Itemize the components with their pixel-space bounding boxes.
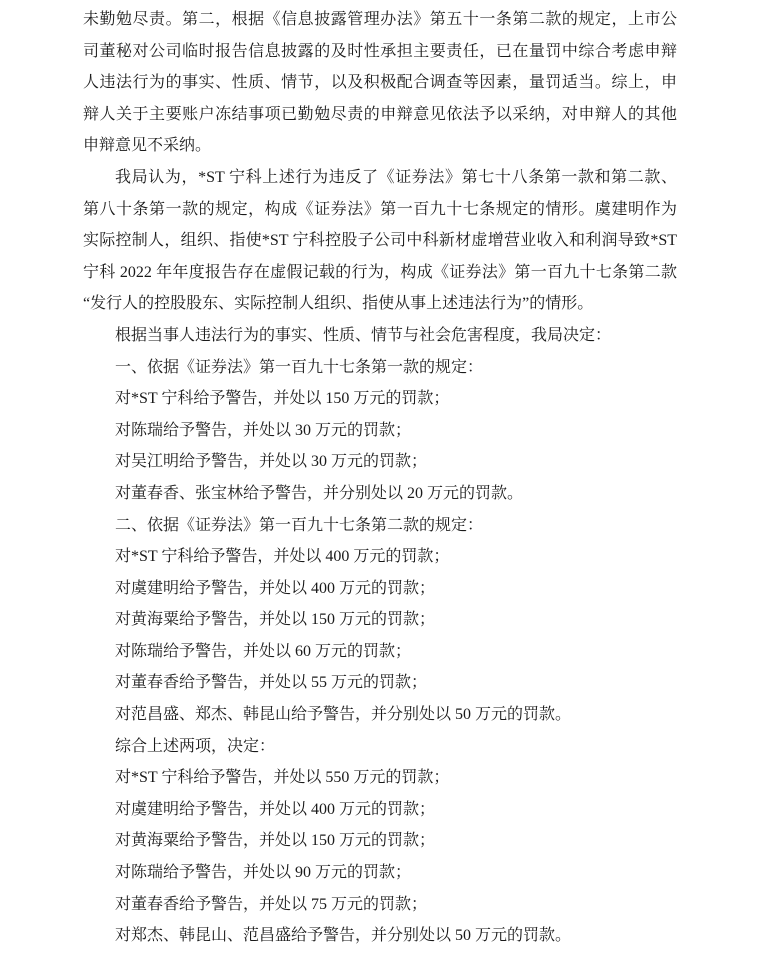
text-line: 司董秘对公司临时报告信息披露的及时性承担主要责任，已在量罚中综合考虑申辩 (83, 42, 677, 60)
text-line: 第八十条第一款的规定，构成《证券法》第一百九十七条规定的情形。虞建明作为 (83, 200, 677, 218)
paragraph (83, 731, 677, 763)
text-line: 对陈瑞给予警告，并处以 30 万元的罚款； (115, 421, 412, 439)
paragraph (83, 446, 677, 478)
text-line: 宁科 2022 年年度报告存在虚假记载的行为，构成《证券法》第一百九十七条第二款 (83, 263, 677, 281)
paragraph (83, 825, 677, 857)
paragraph (83, 794, 677, 826)
text-line: 对黄海粟给予警告，并处以 150 万元的罚款； (115, 611, 436, 629)
paragraph (83, 699, 677, 731)
document-body (83, 4, 677, 952)
text-line: 对黄海粟给予警告，并处以 150 万元的罚款； (115, 832, 436, 850)
text-line: 对陈瑞给予警告，并处以 60 万元的罚款； (115, 642, 412, 660)
text-line: 综合上述两项，决定： (115, 737, 276, 755)
text-line: 对*ST 宁科给予警告，并处以 550 万元的罚款； (115, 769, 450, 787)
text-line: 我局认为，*ST 宁科上述行为违反了《证券法》第七十八条第一款和第二款、 (115, 168, 677, 186)
text-line: 对吴江明给予警告，并处以 30 万元的罚款； (115, 453, 428, 471)
text-line: 对虞建明给予警告，并处以 400 万元的罚款； (115, 800, 436, 818)
paragraph (83, 162, 677, 320)
text-line: 申辩意见不采纳。 (83, 137, 212, 155)
text-line: 对董春香给予警告，并处以 75 万元的罚款； (115, 895, 428, 913)
text-line: 对董春香给予警告，并处以 55 万元的罚款； (115, 674, 428, 692)
paragraph (83, 383, 677, 415)
paragraph (83, 352, 677, 384)
text-line: 对*ST 宁科给予警告，并处以 400 万元的罚款； (115, 548, 450, 566)
paragraph (83, 541, 677, 573)
paragraph (83, 667, 677, 699)
text-line: 对虞建明给予警告，并处以 400 万元的罚款； (115, 579, 436, 597)
paragraph (83, 762, 677, 794)
paragraph (83, 4, 677, 162)
paragraph (83, 857, 677, 889)
text-line: 对范昌盛、郑杰、韩昆山给予警告，并分别处以 50 万元的罚款。 (115, 706, 572, 724)
text-line: 辩人关于主要账户冻结事项已勤勉尽责的申辩意见依法予以采纳，对申辩人的其他 (83, 105, 677, 123)
paragraph (83, 920, 677, 952)
text-line: 一、依据《证券法》第一百九十七条第一款的规定： (115, 358, 484, 376)
text-line: 人违法行为的事实、性质、情节，以及积极配合调查等因素，量罚适当。综上，申 (83, 74, 677, 92)
text-line: 实际控制人，组织、指使*ST 宁科控股子公司中科新材虚增营业收入和利润导致*ST (83, 232, 677, 250)
text-line: 二、依据《证券法》第一百九十七条第二款的规定： (115, 516, 484, 534)
text-line: 根据当事人违法行为的事实、性质、情节与社会危害程度，我局决定： (115, 326, 612, 344)
text-line: 对*ST 宁科给予警告，并处以 150 万元的罚款； (115, 390, 450, 408)
paragraph (83, 478, 677, 510)
paragraph (83, 415, 677, 447)
paragraph (83, 510, 677, 542)
paragraph (83, 604, 677, 636)
text-line: 对郑杰、韩昆山、范昌盛给予警告，并分别处以 50 万元的罚款。 (115, 927, 572, 945)
text-line: 对陈瑞给予警告，并处以 90 万元的罚款； (115, 864, 412, 882)
paragraph (83, 573, 677, 605)
text-line: 未勤勉尽责。第二，根据《信息披露管理办法》第五十一条第二款的规定，上市公 (83, 11, 677, 28)
text-line: 对董春香、张宝林给予警告，并分别处以 20 万元的罚款。 (115, 484, 524, 502)
paragraph (83, 889, 677, 921)
text-line: “发行人的控股股东、实际控制人组织、指使从事上述违法行为”的情形。 (83, 295, 594, 313)
paragraph (83, 636, 677, 668)
paragraph (83, 320, 677, 352)
